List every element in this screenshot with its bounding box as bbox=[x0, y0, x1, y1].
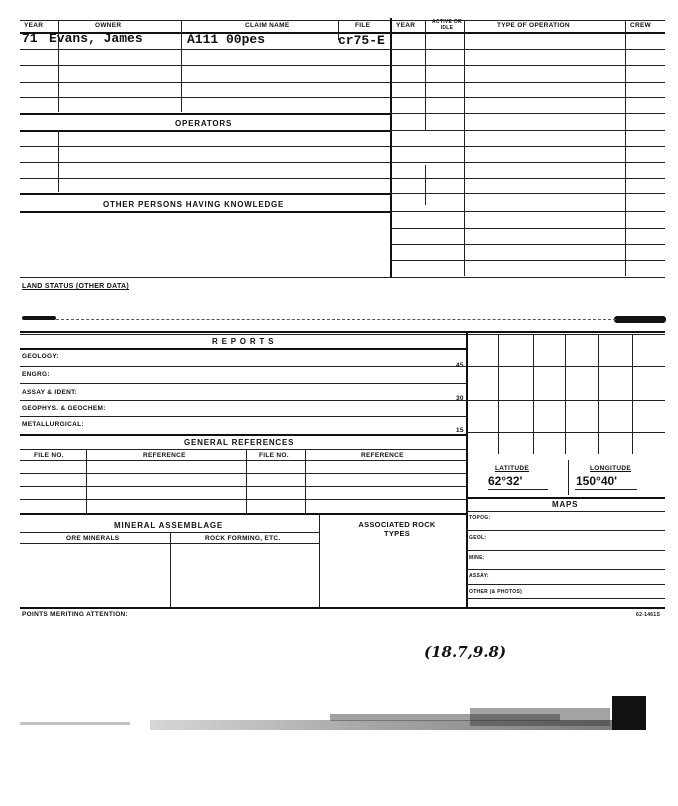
row-line bbox=[20, 211, 390, 213]
report-geophys: GEOPHYS. & GEOCHEM: bbox=[22, 405, 106, 412]
col-active-or-idle: ACTIVE OR IDLE bbox=[432, 19, 462, 31]
longitude-label: LONGITUDE bbox=[590, 465, 631, 472]
col-claim-name: CLAIM NAME bbox=[245, 22, 290, 29]
divider bbox=[181, 20, 182, 112]
dashed-line bbox=[56, 319, 616, 320]
row-line bbox=[466, 550, 665, 551]
operators-header: OPERATORS bbox=[175, 119, 233, 128]
report-num-top: 45 bbox=[456, 362, 464, 369]
row-line bbox=[20, 97, 390, 98]
grid-line bbox=[533, 334, 534, 454]
mineral-assemblage-header: MINERAL ASSEMBLAGE bbox=[114, 521, 224, 530]
header-top-rule bbox=[20, 20, 665, 21]
ref-col-file-no-2: FILE NO. bbox=[259, 452, 289, 459]
grid-line bbox=[466, 432, 665, 433]
maps-geol: GEOL: bbox=[469, 535, 487, 541]
row-line bbox=[390, 193, 665, 194]
row-line bbox=[20, 416, 466, 417]
row-line bbox=[466, 569, 665, 570]
row-line bbox=[20, 65, 390, 66]
row-line bbox=[20, 178, 390, 179]
ref-col-reference-2: REFERENCE bbox=[361, 452, 404, 459]
row-line bbox=[390, 97, 665, 98]
section-top-rule bbox=[20, 331, 665, 333]
form-number: 62-1461S bbox=[636, 612, 661, 618]
underline bbox=[575, 489, 637, 490]
row-line bbox=[390, 178, 665, 179]
divider bbox=[58, 130, 59, 192]
row-line bbox=[390, 162, 665, 163]
row-line bbox=[20, 348, 466, 350]
row-line bbox=[20, 486, 466, 487]
row-line bbox=[20, 113, 390, 115]
divider bbox=[246, 449, 247, 513]
divider bbox=[568, 460, 569, 495]
report-num-15: 15 bbox=[456, 427, 464, 434]
divider bbox=[319, 515, 320, 607]
grid-line bbox=[466, 400, 665, 401]
handwritten-note: (18.7,9.8) bbox=[424, 643, 507, 661]
col-year: YEAR bbox=[24, 22, 44, 29]
report-geology: GEOLOGY: bbox=[22, 353, 59, 360]
divider bbox=[86, 449, 87, 513]
row-line bbox=[390, 49, 665, 50]
row-line bbox=[20, 400, 466, 401]
row-line bbox=[390, 65, 665, 66]
row-line bbox=[20, 82, 390, 83]
row-line bbox=[466, 497, 665, 499]
top-split-line bbox=[390, 18, 392, 278]
row-line bbox=[20, 277, 665, 278]
row-line bbox=[390, 146, 665, 147]
row-line bbox=[466, 511, 665, 512]
grid-line bbox=[632, 334, 633, 454]
row-line bbox=[20, 366, 466, 367]
divider bbox=[170, 532, 171, 607]
divider bbox=[58, 20, 59, 112]
row-line bbox=[466, 598, 665, 599]
owner-value: Evans, James bbox=[49, 31, 143, 46]
row-line bbox=[20, 193, 390, 195]
underline bbox=[488, 489, 548, 490]
maps-other: OTHER (& PHOTOS) bbox=[469, 589, 523, 595]
row-line bbox=[466, 584, 665, 585]
claim-name-value: A111 00pes bbox=[187, 32, 266, 47]
maps-topog: TOPOG: bbox=[469, 515, 491, 521]
col-crew: CREW bbox=[630, 22, 652, 29]
other-persons-header: OTHER PERSONS HAVING KNOWLEDGE bbox=[103, 200, 285, 209]
row-line bbox=[20, 383, 466, 384]
row-line bbox=[390, 113, 665, 114]
rock-forming-label: ROCK FORMING, ETC. bbox=[205, 535, 281, 542]
divider bbox=[425, 165, 426, 205]
scan-noise-strip bbox=[0, 690, 678, 760]
row-line bbox=[20, 146, 390, 147]
divider bbox=[305, 449, 306, 513]
divider bbox=[464, 20, 465, 276]
col-year-2: YEAR bbox=[396, 22, 416, 29]
associated-rock-types-label: ASSOCIATED ROCK TYPES bbox=[358, 520, 436, 538]
row-line bbox=[390, 228, 665, 229]
report-num-30: 30 bbox=[456, 395, 464, 402]
row-line bbox=[390, 130, 665, 131]
row-line bbox=[390, 211, 665, 212]
report-metallurgical: METALLURGICAL: bbox=[22, 421, 84, 428]
land-status-label: LAND STATUS (OTHER DATA) bbox=[22, 283, 130, 290]
ink-smudge-left bbox=[22, 316, 56, 320]
row-line bbox=[20, 130, 390, 132]
divider bbox=[338, 20, 339, 40]
report-engrg: ENGRG: bbox=[22, 371, 50, 378]
col-file: FILE bbox=[355, 22, 371, 29]
row-line bbox=[20, 473, 466, 474]
grid-line bbox=[466, 366, 665, 367]
col-type-of-operation: TYPE OF OPERATION bbox=[497, 22, 570, 29]
row-line bbox=[20, 513, 466, 515]
points-meriting-attention: POINTS MERITING ATTENTION: bbox=[22, 611, 129, 618]
general-references-header: GENERAL REFERENCES bbox=[184, 438, 295, 447]
row-line bbox=[20, 434, 466, 436]
row-line bbox=[20, 49, 390, 50]
col-owner: OWNER bbox=[95, 22, 122, 29]
main-split-line bbox=[466, 331, 468, 609]
divider bbox=[625, 20, 626, 276]
section-top-rule bbox=[20, 334, 665, 335]
report-assay: ASSAY & IDENT: bbox=[22, 389, 78, 396]
grid-line bbox=[565, 334, 566, 454]
ink-smudge-right bbox=[614, 316, 666, 323]
ref-col-reference-1: REFERENCE bbox=[143, 452, 186, 459]
row-line bbox=[20, 499, 466, 500]
grid-line bbox=[498, 334, 499, 454]
reports-header: R E P O R T S bbox=[212, 337, 275, 346]
maps-header: MAPS bbox=[552, 500, 579, 509]
row-line bbox=[390, 82, 665, 83]
grid-line bbox=[598, 334, 599, 454]
year-value: 71 bbox=[22, 31, 38, 46]
row-line bbox=[390, 260, 665, 261]
row-line bbox=[466, 530, 665, 531]
row-line bbox=[390, 244, 665, 245]
maps-assay: ASSAY: bbox=[469, 573, 489, 579]
row-line bbox=[20, 162, 390, 163]
longitude-value: 150°40' bbox=[576, 474, 618, 488]
ref-col-file-no-1: FILE NO. bbox=[34, 452, 64, 459]
section-bottom-rule bbox=[20, 607, 665, 609]
ore-minerals-label: ORE MINERALS bbox=[66, 535, 120, 542]
maps-mine: MINE: bbox=[469, 555, 485, 561]
file-value: cr75-E bbox=[338, 33, 385, 48]
latitude-value: 62°32' bbox=[488, 474, 523, 488]
latitude-label: LATITUDE bbox=[495, 465, 530, 472]
